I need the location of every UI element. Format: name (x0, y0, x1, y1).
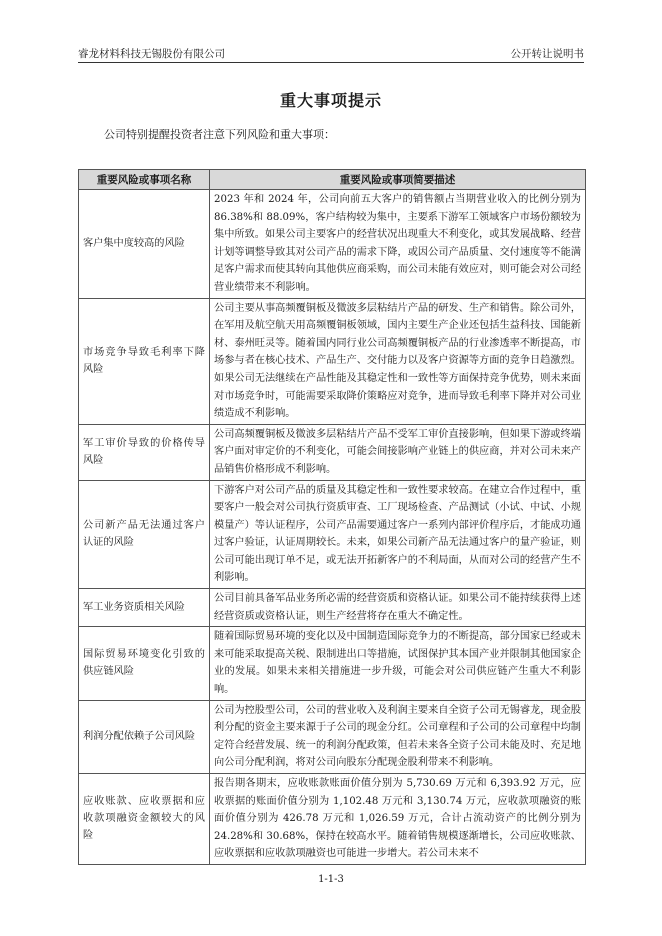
table-row (79, 190, 586, 299)
header-document-type: 公开转让说明书 (510, 48, 584, 60)
risk-name: 应收账款、应收票据和应收款项融资金额较大的风险 (79, 774, 210, 865)
table-row (79, 424, 586, 480)
risk-description: 公司目前具备军品业务所必需的经营资质和资格认证。如果公司不能持续获得上述经营资质或资格认证，则生产经营将存在重大不确定性。 (210, 589, 586, 627)
risk-table (78, 169, 586, 865)
risk-name: 利润分配依赖子公司风险 (79, 700, 210, 773)
risk-description: 下游客户对公司产品的质量及其稳定性和一致性要求较高。在建立合作过程中，重要客户一般会对公司执行资质审查、工厂现场检查、产品测试（小试、中试、小规模量产）等认证程序，公司产品需要通过客户一系列内部评价程序后，才能成功通过客户验证，认证周期较长。未来，如果公司新产品无法通过客户的量产验证，则公司可能出现订单不足，或无法开拓新客户的不利局面，从而对公司的经营产生不利影响。 (210, 480, 586, 589)
risk-description: 2023 年和 2024 年，公司向前五大客户的销售额占当期营业收入的比例分别为 86.38%和 88.09%，客户结构较为集中，主要系下游军工领域客户市场份额较为集中所致。如果公司主要客户的经营状况出现重大不利变化，或其发展战略、经营计划等调整导致其对公司产品的需求下降，或因公司产品质量、交付速度等不能满足客户需求而使其转向其他供应商采购，而公司未能有效应对，则可能会对公司经营业绩带来不利影响。 (210, 190, 586, 299)
column-header-name: 重要风险或事项名称 (79, 170, 210, 190)
table-header-row (79, 170, 586, 190)
column-header-description: 重要风险或事项简要描述 (210, 170, 586, 190)
risk-name: 公司新产品无法通过客户认证的风险 (79, 480, 210, 589)
risk-description: 公司为控股型公司，公司的营业收入及利润主要来自全资子公司无锡睿龙，现金股利分配的资金主要来源于子公司的现金分红。公司章程和子公司的公司章程中均制定符合经营发展、统一的利润分配政策，但若未来各全资子公司未能及时、充足地向公司分配利润，将对公司向股东分配现金股利带来不利影响。 (210, 700, 586, 773)
risk-description: 随着国际贸易环境的变化以及中国制造国际竞争力的不断提高，部分国家已经或未来可能采取提高关税、限制进出口等措施，试图保护其本国产业并限制其他国家企业的发展。如果未来相关措施进一步升级，可能会对公司供应链产生重大不利影响。 (210, 627, 586, 700)
table-row (79, 774, 586, 865)
table-row (79, 589, 586, 627)
risk-description: 报告期各期末，应收账款账面价值分别为 5,730.69 万元和 6,393.92 万元，应收票据的账面价值分别为 1,102.48 万元和 3,130.74 万元，应收款项融资的账面价值分别为 426.78 万元和 1,026.59 万元，合计占流动资产的比例分别为 24.28%和 30.68%，保持在较高水平。随着销售规模逐渐增长，公司应收账款、应收票据和应收款项融资也可能进一步增大。若公司未来不 (210, 774, 586, 865)
risk-name: 军工业务资质相关风险 (79, 589, 210, 627)
table-row (79, 298, 586, 424)
table-row (79, 627, 586, 700)
table-row (79, 480, 586, 589)
risk-description: 公司主要从事高频覆铜板及微波多层粘结片产品的研发、生产和销售。除公司外，在军用及航空航天用高频覆铜板领域，国内主要生产企业还包括生益科技、国能新材、泰州旺灵等。随着国内同行业公司高频覆铜板产品的行业渗透率不断提高，市场参与者在核心技术、产品生产、交付能力以及客户资源等方面的竞争日趋激烈。如果公司无法继续在产品性能及其稳定性和一致性等方面保持竞争优势，则未来面对市场竞争时，可能需要采取降价策略应对竞争，进而导致毛利率下降并对公司业绩造成不利影响。 (210, 298, 586, 424)
risk-name: 市场竞争导致毛利率下降风险 (79, 298, 210, 424)
risk-name: 军工审价导致的价格传导风险 (79, 424, 210, 480)
intro-paragraph: 公司特别提醒投资者注意下列风险和重大事项： (104, 128, 335, 141)
table-row (79, 700, 586, 773)
risk-name: 国际贸易环境变化引致的供应链风险 (79, 627, 210, 700)
risk-description: 公司高频覆铜板及微波多层粘结片产品不受军工审价直接影响，但如果下游或终端客户面对审定价的不利变化，可能会间接影响产业链上的供应商，并对公司未来产品销售价格形成不利影响。 (210, 424, 586, 480)
risk-name: 客户集中度较高的风险 (79, 190, 210, 299)
header-company-name: 睿龙材料科技无锡股份有限公司 (78, 48, 225, 60)
page-header (78, 40, 584, 63)
page-number: 1-1-3 (318, 874, 344, 885)
page-title: 重大事项提示 (279, 91, 382, 110)
